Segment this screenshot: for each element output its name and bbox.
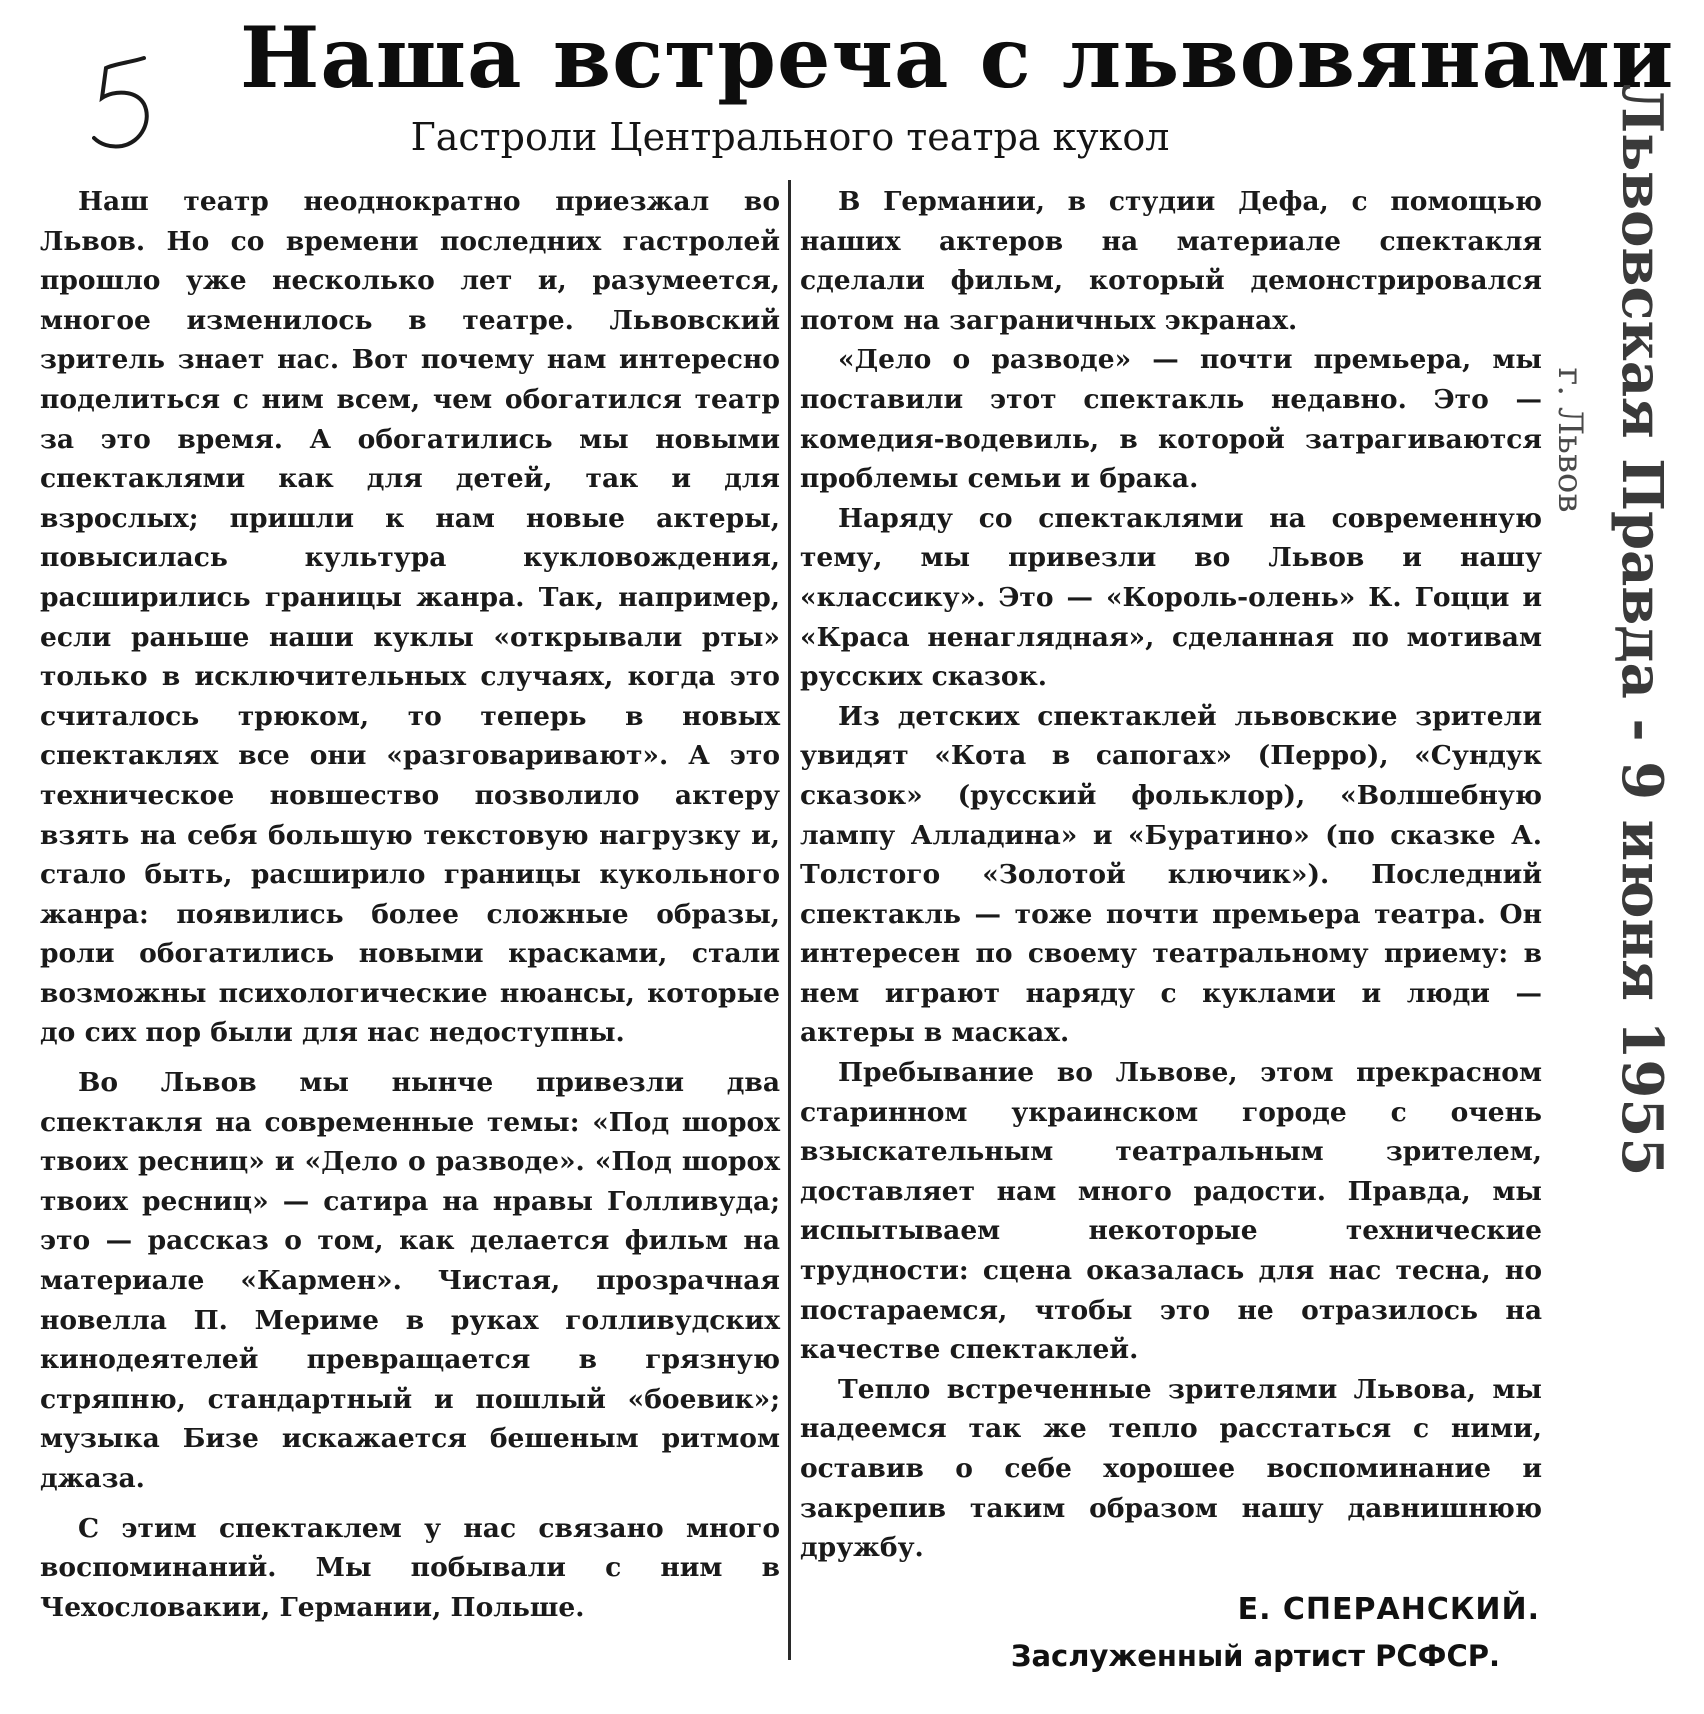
paragraph: С этим спектаклем у нас связано много воспоминаний. Мы побывали с ним в Чехословакии, Германии, Польше. [40, 1512, 780, 1623]
article-column-right [800, 182, 1542, 1568]
paragraph: Во Львов мы нынче привезли два спектакля на современные темы: «Под шорох твоих ресниц» и «Дело о разводе». «Под шорох твоих ресниц» — сатира на нравы Голливуда; это — рассказ о том, как делается фильм на материале «Кармен». Чистая, прозрачная новелла П. Мериме в руках голливудских кинодеятелей превращается в грязную стряпню, стандартный и пошлый «боевик»; музыка Бизе искажается бешеным ритмом джаза. [40, 1067, 780, 1494]
paragraph: Наряду со спектаклями на современную тему, мы привезли во Львов и нашу «классику». Это — «Король-олень» К. Гоцци и «Краса ненаглядная», сделанная по мотивам русских сказок. [800, 502, 1542, 693]
source-stamp-text: Львовская Правда - 9 июня 1955 [1609, 83, 1675, 1177]
article-column-left [40, 182, 780, 1627]
paragraph: Тепло встреченные зрителями Львова, мы надеемся так же тепло расстаться с ними, оставив о себе хорошее воспоминание и закрепив таким образом нашу давнишнюю дружбу. [800, 1373, 1542, 1564]
source-stamp [1592, 60, 1692, 1200]
source-city-text: г. Львов [1550, 367, 1590, 513]
author-title: Заслуженный артист РСФСР. [1010, 1639, 1500, 1673]
paragraph: Наш театр неоднократно приезжал во Львов. Но со времени последних гастролей прошло уже несколько лет и, разумеется, многое изменилось в театре. Львовский зритель знает нас. Вот почему нам интересно поделиться с ним всем, чем обогатился театр за это время. А обогатились мы новыми спектаклями как для детей, так и для взрослых; пришли к нам новые актеры, повысилась культура кукловождения, расширились границы жанра. Так, например, если раньше наши куклы «открывали рты» только в исключительных случаях, когда это считалось трюком, то теперь в новых спектаклях все они «разговаривают». А это техническое новшество позволило актеру взять на себя большую текстовую нагрузку и, стало быть, расширило границы кукольного жанра: появились более сложные образы, роли обогатились новыми красками, стали возможны психологические нюансы, которые до сих пор были для нас недоступны. [40, 186, 780, 1049]
column-divider [788, 180, 791, 1660]
article-headline: Наша встреча с львовянами [240, 8, 1675, 107]
paragraph: Пребывание во Львове, этом прекрасном старинном украинском городе с очень взыскательным театральным зрителем, доставляет нам много радости. Правда, мы испытываем некоторые технические трудности: сцена оказалась для нас тесна, но постараемся, чтобы это не отразилось на качестве спектаклей. [800, 1057, 1542, 1366]
paragraph: В Германии, в студии Дефа, с помощью наших актеров на материале спектакля сделали фильм, который демонстрировался потом на заграничных экранах. [800, 186, 1542, 336]
author-name: Е. СПЕРАНСКИЙ. [1237, 1592, 1540, 1627]
article-subheadline: Гастроли Центрального театра кукол [410, 115, 1170, 159]
handwritten-page-number [92, 50, 162, 160]
paragraph: Из детских спектаклей львовские зрители увидят «Кота в сапогах» (Перро), «Сундук сказок» (русский фольклор), «Волшебную лампу Алладина» и «Буратино» (по сказке А. Толстого «Золотой ключик»). Последний спектакль — тоже почти премьера театра. Он интересен по своему театральному приему: в нем играют наряду с куклами и люди — актеры в масках. [800, 700, 1542, 1049]
paragraph: «Дело о разводе» — почти премьера, мы поставили этот спектакль недавно. Это — комедия-водевиль, в которой затрагиваются проблемы семьи и брака. [800, 344, 1542, 495]
source-city-stamp [1540, 340, 1600, 540]
